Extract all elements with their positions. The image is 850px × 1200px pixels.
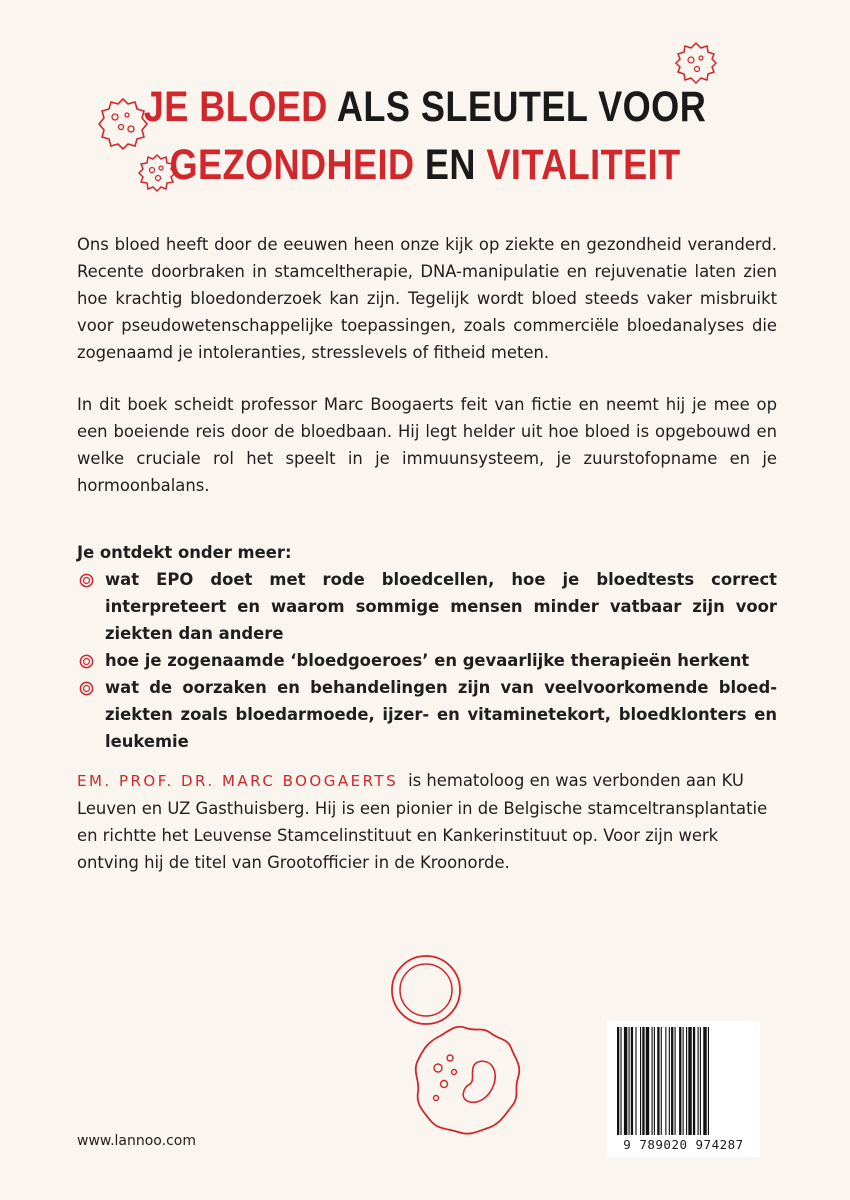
barcode-bar — [635, 1027, 636, 1135]
title-line1-black: ALS SLEUTEL VOOR — [336, 83, 707, 131]
book-description-paragraph: In dit boek scheidt professor Marc Boogaerts feit van fictie en neemt hij je mee op een boeiende reis door de bloedbaan. Hij legt helder uit hoe bloed is opgebouwd en welke cruciale rol het speelt in je immuunsysteem, je zuurstofopname en je hormoonbalans. — [77, 395, 777, 495]
blood-cell-icon — [386, 950, 466, 1030]
barcode-bar — [698, 1027, 699, 1135]
bullet-ring-icon — [79, 681, 94, 696]
barcode-bar — [683, 1027, 684, 1135]
bullet-ring-icon — [79, 573, 94, 588]
barcode-bar — [708, 1027, 709, 1135]
list-item-text: hoe je zogenaamde ‘bloedgoeroes’ en gevaarlijke therapieën herkent — [105, 651, 750, 670]
title-line2-red1: GEZONDHEID — [169, 141, 415, 189]
barcode-bar — [675, 1027, 676, 1135]
barcode-bar — [657, 1027, 659, 1135]
discover-section — [77, 539, 777, 755]
barcode-bar — [624, 1027, 627, 1135]
isbn-number: 9 789020 974287 — [623, 1137, 744, 1152]
list-item — [77, 647, 777, 674]
intro-paragraph: Ons bloed heeft door de eeuwen heen onze kijk op ziekte en gezondheid veranderd. Recente doorbraken in stamceltherapie, DNA-manipulatie en rejuvenatie laten zien hoe krachtig bloedonderzoek kan zijn. Tegelijk wordt bloed steeds vaker misbruikt voor pseudowetenschappelijke toepassingen, zoals commerciële bloedanalyses die zogenaamd je intoleranties, stresslevels of fitheid meten. — [77, 235, 777, 362]
bullet-ring-icon — [79, 654, 94, 669]
barcode-bar — [665, 1027, 666, 1135]
title-line1-red: JE BLOED — [143, 83, 328, 131]
barcode-bar — [686, 1027, 687, 1135]
title-line2-black: EN — [424, 141, 476, 189]
barcode-bar — [617, 1027, 619, 1135]
barcode-bar — [688, 1027, 691, 1135]
barcode-bar — [693, 1027, 695, 1135]
barcode-bar — [703, 1027, 706, 1135]
barcode-bar — [642, 1027, 644, 1135]
barcode-bar — [654, 1027, 655, 1135]
barcode-bar — [629, 1027, 630, 1135]
barcode-bar — [679, 1027, 681, 1135]
barcode-bar — [646, 1027, 649, 1135]
author-bio-text: is hematoloog en was verbonden aan KU Leuven en UZ Gasthuisberg. Hij is een pionier in de Belgische stamceltransplantatie en richtte het Leuvense Stamcelinstituut en Kankerinstituut op. Voor zijn werk ontving hij de titel van Grootofficier in de Kroonorde. — [77, 771, 768, 872]
publisher-website: www.lannoo.com — [77, 1133, 196, 1149]
barcode-bar — [671, 1027, 673, 1135]
barcode-bar — [661, 1027, 662, 1135]
barcode-bar — [669, 1027, 670, 1135]
blood-cell-icon — [408, 1022, 526, 1140]
barcode-bar — [700, 1027, 701, 1135]
barcode-bar — [631, 1027, 633, 1135]
cover-title — [68, 78, 782, 194]
discover-heading: Je ontdekt onder meer: — [77, 543, 292, 562]
list-item-text: wat de oorzaken en behandelingen zijn van veelvoorkomende bloedziekten zoals bloedarmoede, ijzer- en vitaminetekort, bloedklonters en leukemie — [105, 678, 777, 751]
barcode-bar — [640, 1027, 641, 1135]
list-item-text: wat EPO doet met rode bloedcellen, hoe je bloedtests correct interpreteert en waarom sommige mensen minder vatbaar zijn voor ziekten dan andere — [105, 570, 777, 643]
author-name: EM. PROF. DR. MARC BOOGAERTS — [77, 772, 399, 790]
author-bio — [77, 767, 777, 876]
list-item — [77, 566, 777, 647]
title-line2-red2: VITALITEIT — [486, 141, 681, 189]
barcode — [607, 1021, 760, 1157]
discover-list — [77, 566, 777, 755]
list-item — [77, 674, 777, 755]
barcode-bar — [620, 1027, 621, 1135]
barcode-bar — [652, 1027, 653, 1135]
